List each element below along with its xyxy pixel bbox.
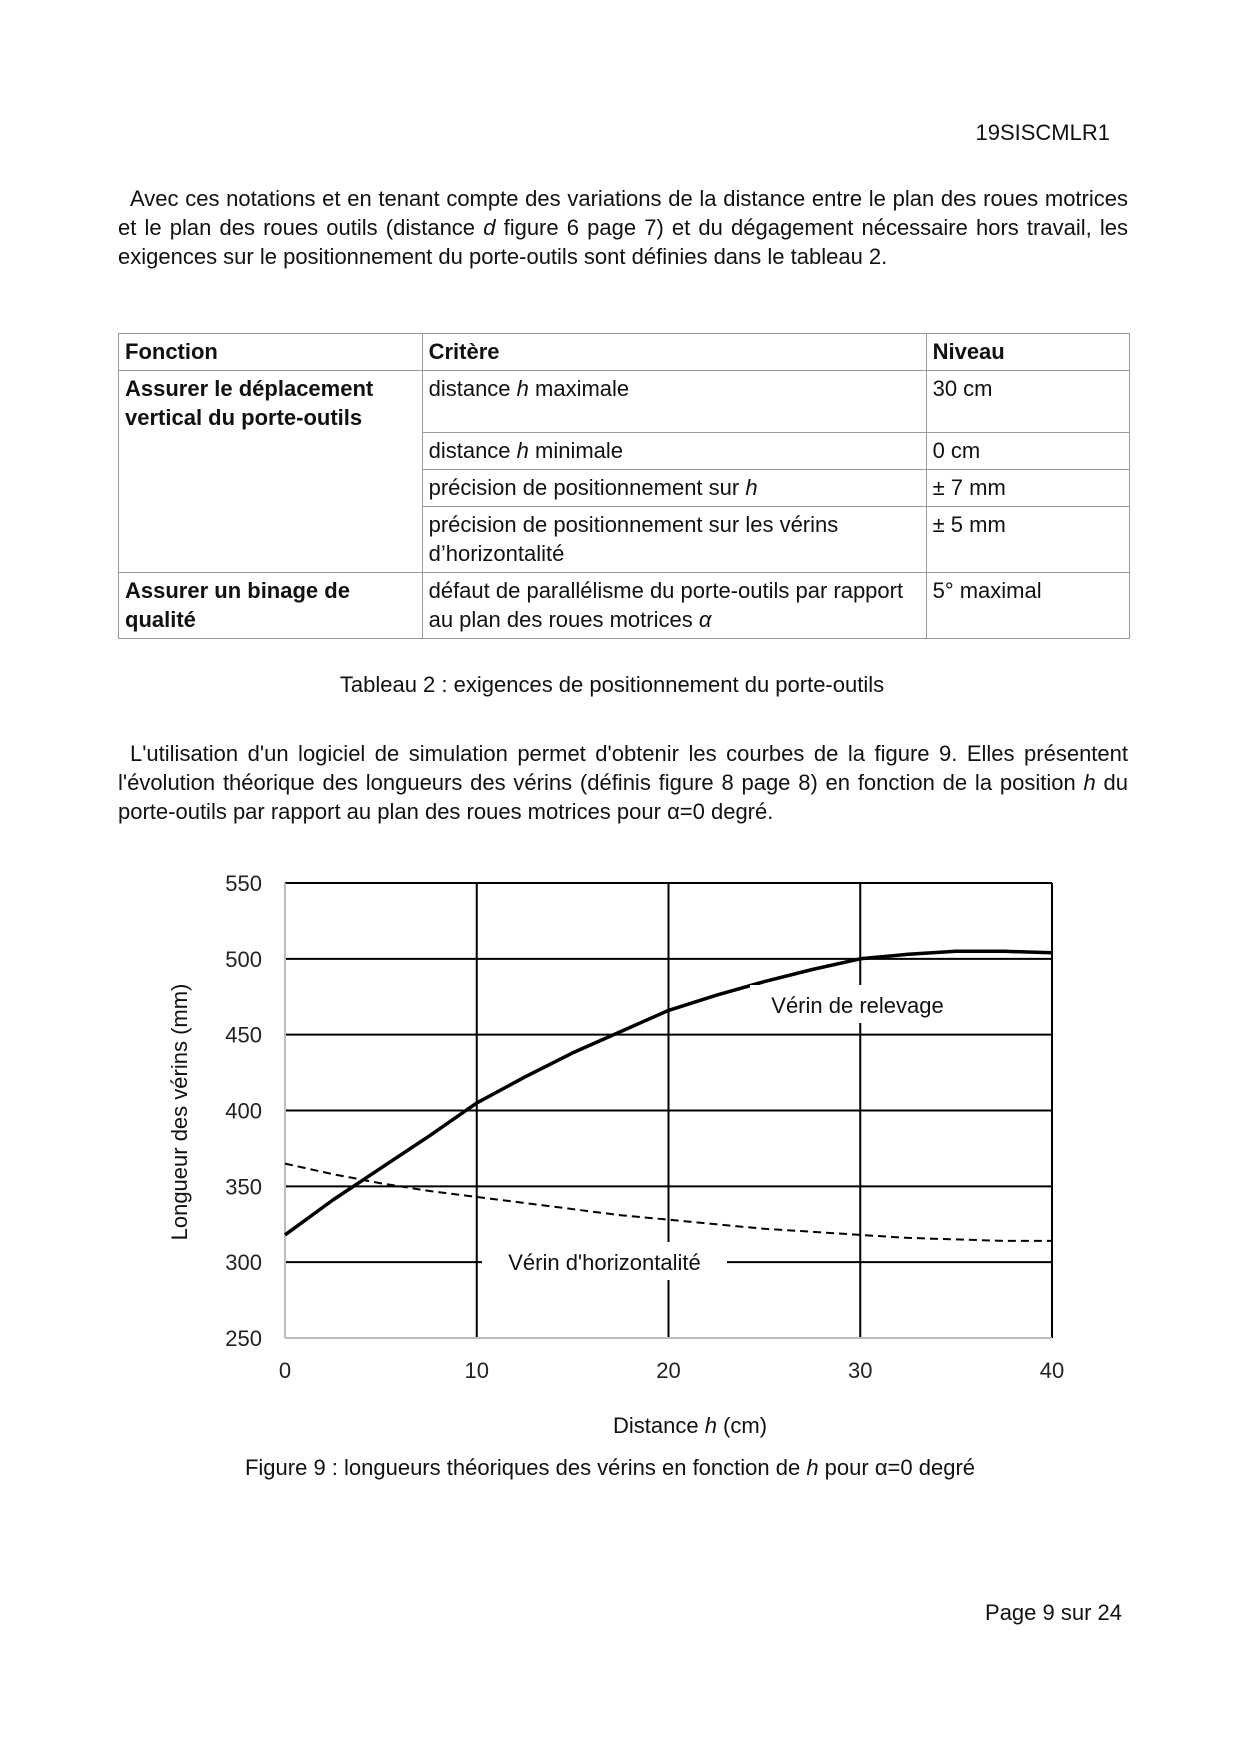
series-annotation: Vérin de relevage <box>771 993 944 1018</box>
document-code: 19SISCMLR1 <box>975 120 1110 145</box>
function-cell: Assurer le déplacement vertical du porte-outils <box>119 371 423 573</box>
y-axis-label: Longueur des vérins (mm) <box>167 983 192 1241</box>
y-tick-label: 400 <box>225 1098 262 1124</box>
paragraph-text: L'utilisation d'un logiciel de simulation permet d'obtenir les courbes de la figure 9. Elles présentent l'évolution théorique des longueurs des vérins (définis figure 8 page 8) en fonction de la position <box>118 741 1128 795</box>
level-cell: ± 7 mm <box>926 470 1129 507</box>
level-cell: 0 cm <box>926 433 1129 470</box>
criterion-cell: distance h minimale <box>422 433 926 470</box>
header-critere: Critère <box>422 334 926 371</box>
chart-ticks <box>225 871 1064 1383</box>
paragraph-variable: d <box>483 215 496 240</box>
page-number: Page 9 sur 24 <box>985 1600 1122 1625</box>
criterion-cell: précision de positionnement sur les vérins d’horizontalité <box>422 507 926 573</box>
x-tick-label: 30 <box>848 1358 873 1383</box>
x-tick-label: 10 <box>464 1358 489 1383</box>
y-tick-label: 550 <box>225 871 262 896</box>
y-tick-label: 300 <box>225 1250 262 1276</box>
level-cell: 30 cm <box>926 371 1129 433</box>
y-tick-label: 250 <box>225 1326 262 1351</box>
figure-caption: Figure 9 : longueurs théoriques des vérins en fonction de h pour α=0 degré <box>244 1455 976 1480</box>
paragraph-text: Avec ces notations et en tenant compte des variations de la distance entre le plan des roues motrices et le plan des roues outils (distance <box>118 186 1128 240</box>
header-fonction: Fonction <box>119 334 423 371</box>
x-tick-label: 0 <box>278 1358 292 1383</box>
paragraph-variable: h <box>1083 770 1096 795</box>
y-tick-label: 450 <box>225 1022 262 1048</box>
paragraph-text: figure 6 page 7) et du dégagement nécessaire hors travail, les exigences sur le positionnement du porte-outils sont définies dans le tableau 2. <box>118 215 1128 269</box>
function-cell: Assurer un binage de qualité <box>119 573 423 639</box>
criterion-cell: précision de positionnement sur h <box>422 470 926 507</box>
series-annotation: Vérin d'horizontalité <box>508 1250 701 1275</box>
header-niveau: Niveau <box>926 334 1129 371</box>
x-tick-label: 40 <box>1039 1358 1065 1383</box>
y-tick-label: 350 <box>225 1174 262 1200</box>
y-tick-label: 500 <box>225 946 262 972</box>
chart-annotations <box>482 985 965 1280</box>
x-tick-label: 20 <box>656 1358 681 1383</box>
paragraph-text: du porte-outils par rapport au plan des roues motrices pour α=0 degré. <box>118 770 1128 824</box>
table-caption: Tableau 2 : exigences de positionnement du porte-outils <box>339 672 885 697</box>
level-cell: ± 5 mm <box>926 507 1129 573</box>
x-axis-label: Distance h (cm) <box>612 1413 768 1438</box>
criterion-cell: défaut de parallélisme du porte-outils par rapport au plan des roues motrices α <box>422 573 926 639</box>
level-cell: 5° maximal <box>926 573 1129 639</box>
criterion-cell: distance h maximale <box>422 371 926 433</box>
